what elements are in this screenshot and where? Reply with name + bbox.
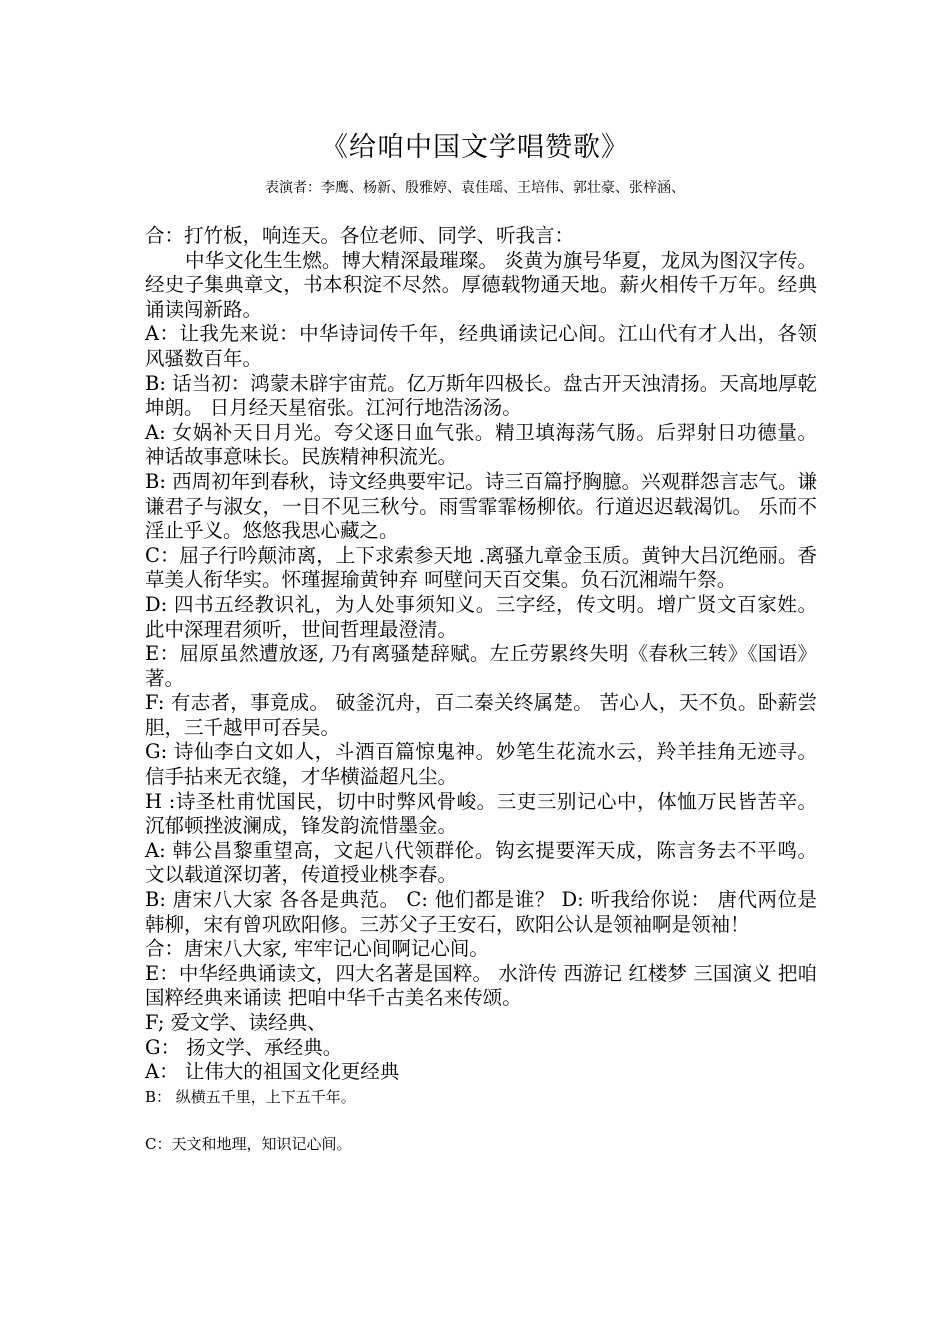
script-line: E：中华经典诵读文，四大名著是国粹。 水浒传 西游记 红楼梦 三国演义 把咱国粹经典来诵读 把咱中华千古美名来传颂。 — [145, 961, 817, 1010]
script-line: E：屈原虽然遭放逐, 乃有离骚楚辞赋。左丘劳累终失明《春秋三转》《国语》著。 — [145, 642, 817, 690]
script-line: F; 爱文学、读经典、 — [145, 1011, 327, 1034]
script-line: A： 让伟大的祖国文化更经典 — [145, 1060, 400, 1084]
script-line: B: 唐宋八大家 各各是典范。 C: 他们都是谁？ D: 听我给你说： 唐代两位是韩柳，宋有曾巩欧阳修。三苏父子王安石，欧阳公认是领袖啊是领袖！ — [145, 888, 817, 936]
script-line: G： 扬文学、承经典。 — [145, 1035, 343, 1059]
document-title: 《给咱中国文学唱赞歌》 — [321, 132, 629, 163]
script-line: D: 四书五经教识礼，为人处事须知义。三字经，传文明。增广贤文百家姓。 此中深理君须听，世间哲理最澄清。 — [145, 592, 817, 641]
script-line: A：让我先来说：中华诗词传千年，经典诵读记心间。江山代有才人出，各领风骚数百年。 — [145, 322, 817, 370]
script-line: C：屈子行吟颠沛离，上下求索参天地 .离骚九章金玉质。黄钟大吕沉绝丽。香草美人衔华实。怀瑾握瑜黄钟弃 呵壁问天百交集。负石沉湘端午祭。 — [145, 543, 817, 592]
script-line: B： 纵横五千里，上下五千年。 — [145, 1087, 356, 1106]
script-line: B: 话当初：鸿蒙未辟宇宙荒。亿万斯年四极长。盘古开天浊清扬。天高地厚乾坤朗。 日月经天星宿张。江河行地浩汤汤。 — [145, 371, 817, 420]
script-line: G: 诗仙李白文如人，斗酒百篇惊鬼神。妙笔生花流水云，羚羊挂角无迹寻。 信手拈来无衣缝，才华横溢超凡尘。 — [145, 740, 817, 789]
script-line: A: 韩公昌黎重望高，文起八代领群伦。钩玄提要浑天成，陈言务去不平鸣。 文以载道深切著，传道授业桃李春。 — [145, 838, 817, 887]
script-line: A: 女娲补天日月光。夸父逐日血气张。精卫填海荡气肠。后羿射日功德量。 神话故事意味长。民族精神积流光。 — [145, 420, 817, 469]
script-line: 合：打竹板，响连天。各位老师、同学、听我言： — [145, 224, 575, 247]
script-line: 中华文化生生燃。博大精深最璀璨。 炎黄为旗号华夏，龙凤为图汉字传。经史子集典章文，书本积淀不尽然。厚德载物通天地。薪火相传千万年。经典诵读闯新路。 — [145, 248, 817, 321]
script-line: B: 西周初年到春秋，诗文经典要牢记。诗三百篇抒胸臆。兴观群怨言志气。谦谦君子与淑女，一日不见三秋兮。雨雪霏霏杨柳依。行道迟迟载渴饥。 乐而不淫止乎义。悠悠我思心藏之。 — [145, 469, 817, 543]
performers-line: 表演者：李鹰、杨新、殷雅婷、袁佳瑶、王培伟、郭壮豪、张梓涵、 — [265, 180, 685, 196]
script-line: 合：唐宋八大家, 牢牢记心间啊记心间。 — [145, 937, 489, 961]
script-line: H :诗圣杜甫忧国民，切中时弊风骨峻。三吏三别记心中，体恤万民皆苦辛。 沉郁顿挫波澜成，锋发韵流惜墨金。 — [145, 789, 817, 838]
script-line: C：天文和地理，知识记心间。 — [145, 1134, 352, 1153]
script-line: F: 有志者，事竟成。 破釜沉舟，百二秦关终属楚。 苦心人，天不负。卧薪尝胆，三千越甲可吞吴。 — [145, 691, 817, 739]
script-body — [145, 224, 817, 1156]
